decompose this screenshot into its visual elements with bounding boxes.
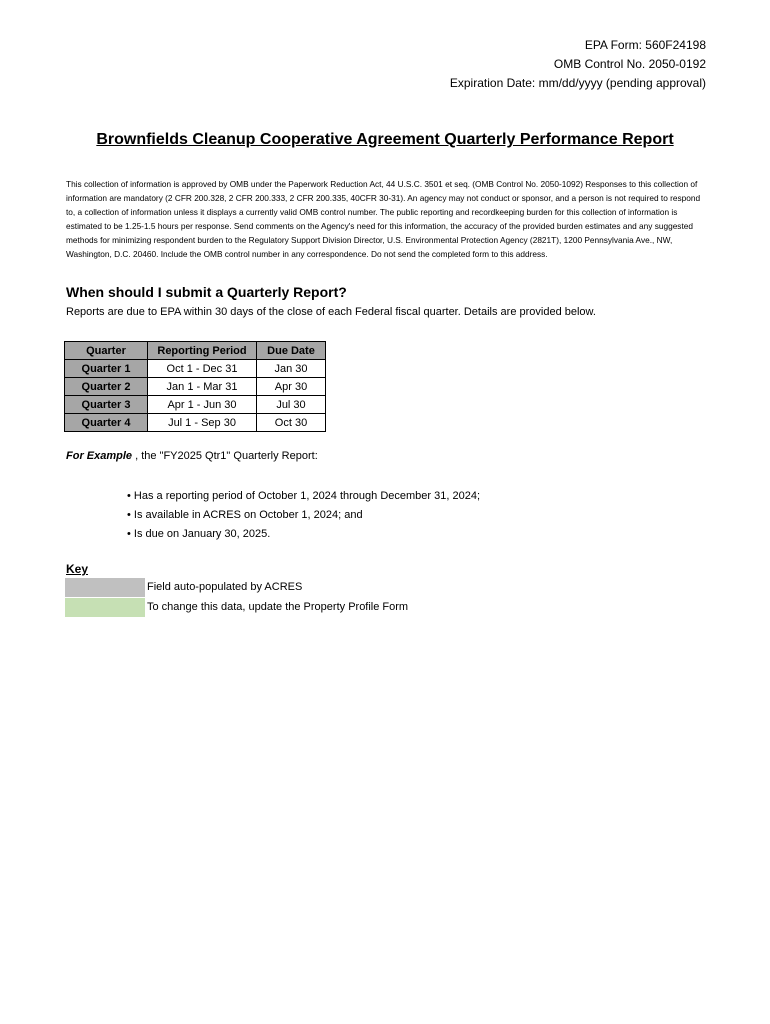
header-due-date: Due Date <box>257 342 326 360</box>
header-reporting-period: Reporting Period <box>148 342 257 360</box>
quarter-cell: Quarter 1 <box>65 360 148 378</box>
section-intro: Reports are due to EPA within 30 days of the close of each Federal fiscal quarter. Details are provided below. <box>66 306 596 318</box>
key-label: To change this data, update the Property Profile Form <box>147 601 409 613</box>
table-row <box>65 396 326 414</box>
list-item: • Is due on January 30, 2025. <box>127 528 271 540</box>
reporting-period-cell: Oct 1 - Dec 31 <box>148 360 257 378</box>
paperwork-reduction-disclaimer: This collection of information is approved by OMB under the Paperwork Reduction Act, 44 U.S.C. 3501 et seq. (OMB Control No. 2050-1092) Responses to this collection of information are mandatory (2 CFR 200.328, 2 CFR 200.333, 2 CFR 200.335, 40CFR 30-31). An agency may not conduct or sponsor, and a person is not required to respond to, a collection of information unless it displays a currently valid OMB control number. The public reporting and recordkeeping burden for this collection of information is estimated to be 1.25-1.5 hours per response. Send comments on the Agency's need for this information, the accuracy of the provided burden estimates and any suggested methods for minimizing respondent burden to the Regulatory Support Division Director, U.S. Environmental Protection Agency (2821T), 1200 Pennsylvania Ave., NW, Washington, D.C. 20460. Include the OMB control number in any correspondence. Do not send the completed form to this address. <box>66 179 701 259</box>
key-swatch-gray <box>65 578 145 597</box>
quarter-cell: Quarter 2 <box>65 378 148 396</box>
example-lead: For Example <box>66 450 133 462</box>
omb-control-number: OMB Control No. 2050-0192 <box>553 57 706 71</box>
due-date-cell: Jul 30 <box>257 396 326 414</box>
table-header-row <box>65 342 326 360</box>
example-bullet-list <box>127 487 480 544</box>
table-row <box>65 360 326 378</box>
key-swatch-green <box>65 598 145 617</box>
list-item: • Is available in ACRES on October 1, 2024; and <box>127 509 363 521</box>
due-date-cell: Apr 30 <box>257 378 326 396</box>
example-line <box>66 450 318 462</box>
form-header-info <box>450 36 706 93</box>
due-date-cell: Oct 30 <box>257 414 326 432</box>
reporting-period-cell: Jul 1 - Sep 30 <box>148 414 257 432</box>
header-quarter: Quarter <box>65 342 148 360</box>
expiration-date: Expiration Date: mm/dd/yyyy (pending approval) <box>449 76 706 90</box>
table-row <box>65 414 326 432</box>
list-item: • Has a reporting period of October 1, 2024 through December 31, 2024; <box>127 490 481 502</box>
quarter-cell: Quarter 4 <box>65 414 148 432</box>
example-text: , the "FY2025 Qtr1" Quarterly Report: <box>132 450 318 462</box>
due-date-cell: Jan 30 <box>257 360 326 378</box>
quarter-cell: Quarter 3 <box>65 396 148 414</box>
key-label: Field auto-populated by ACRES <box>147 581 303 593</box>
quarterly-schedule-table <box>64 341 326 432</box>
reporting-period-cell: Apr 1 - Jun 30 <box>148 396 257 414</box>
reporting-period-cell: Jan 1 - Mar 31 <box>148 378 257 396</box>
epa-form-number: EPA Form: 560F24198 <box>584 38 706 52</box>
report-title: Brownfields Cleanup Cooperative Agreement Quarterly Performance Report <box>96 131 674 148</box>
key-title: Key <box>66 562 89 576</box>
section-heading: When should I submit a Quarterly Report? <box>66 284 347 300</box>
table-row <box>65 378 326 396</box>
